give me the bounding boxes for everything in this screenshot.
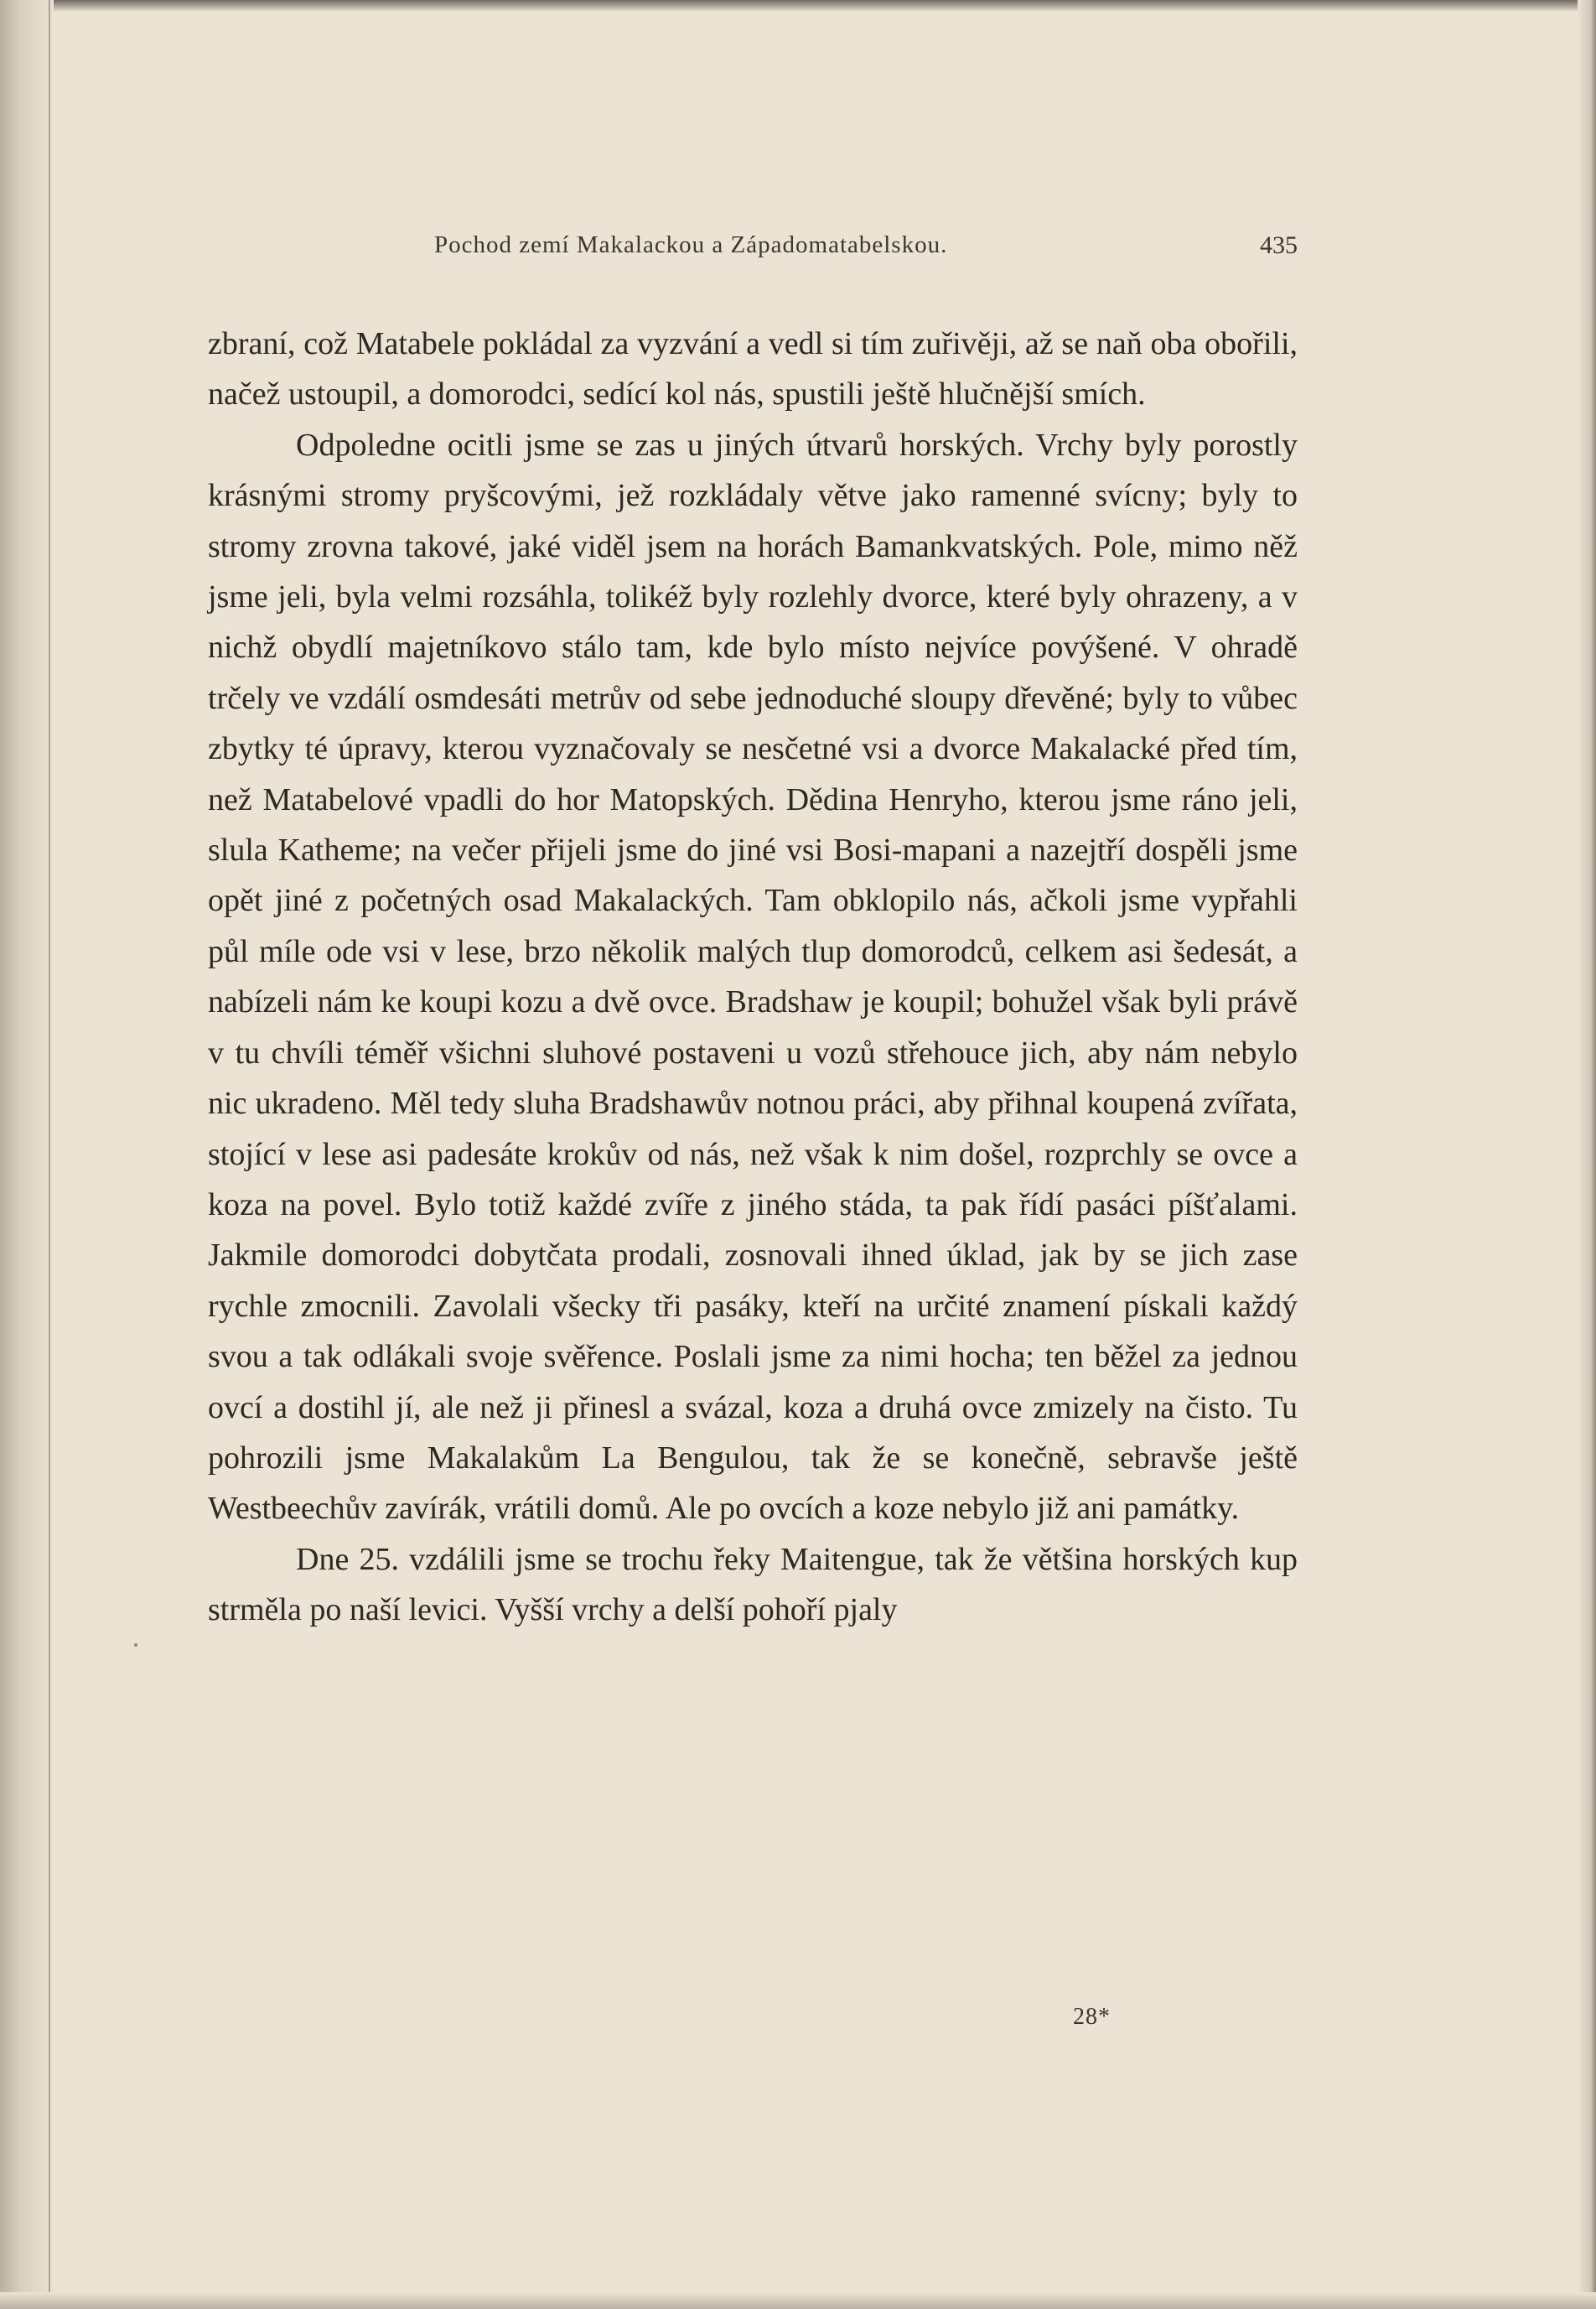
paragraph: Dne 25. vzdálili jsme se trochu řeky Maitengue, tak že většina horských kup strměla po naší levici. Vyšší vrchy a delší pohoří pjaly xyxy=(208,1541,1298,1628)
bottom-page-edge xyxy=(0,2292,1596,2309)
body-text xyxy=(208,319,1298,1636)
paragraph-continuation: zbraní, což Matabele pokládal za vyzvání a vedl si tím zuřivěji, až se naň oba obořili, načež ustoupil, a domorodci, sedící kol nás, spustili ještě hlučnější smích. xyxy=(208,326,1298,413)
running-title: Pochod zemí Makalackou a Západomatabelskou. xyxy=(434,231,948,258)
top-edge-shadow xyxy=(0,0,1596,12)
book-binding-edge xyxy=(0,0,54,2309)
binding-line xyxy=(49,0,50,2309)
signature-mark: 28* xyxy=(1073,2004,1111,2030)
right-page-edge xyxy=(1578,0,1596,2309)
running-header xyxy=(208,231,1298,273)
page-number: 435 xyxy=(1260,231,1298,259)
ink-speck xyxy=(134,1643,137,1647)
paragraph: Odpoledne ocitli jsme se zas u jiných útvarů horských. Vrchy byly porostly krásnými stromy pryšcovými, jež rozkládaly větve jako ramenné svícny; byly to stromy zrovna takové, jaké viděl jsem na horách Bamankvatských. Pole, mimo něž jsme jeli, byla velmi rozsáhla, tolikéž byly rozlehly dvorce, které byly ohrazeny, a v nichž obydlí majetníkovo stálo tam, kde bylo místo nejvíce povýšené. V ohradě trčely ve vzdálí osmdesáti metrův od sebe jednoduché sloupy dřevěné; byly to vůbec zbytky té úpravy, kterou vyznačovaly se nesčetné vsi a dvorce Makalacké před tím, než Matabelové vpadli do hor Matopských. Dědina Henryho, kterou jsme ráno jeli, slula Katheme; na večer přijeli jsme do jiné vsi Bosi-mapani a nazejtří dospěli jsme opět jiné z početných osad Makalackých. Tam obklopilo nás, ačkoli jsme vypřahli půl míle ode vsi v lese, brzo několik malých tlup domorodců, celkem asi šedesát, a nabízeli nám ke koupi kozu a dvě ovce. Bradshaw je koupil; bohužel však byli právě v tu chvíli téměř všichni sluhové postaveni u vozů střehouce jich, aby nám nebylo nic ukradeno. Měl tedy sluha Bradshawův notnou práci, aby přihnal koupená zvířata, stojící v lese asi padesáte krokův od nás, než však k nim došel, rozprchly se ovce a koza na povel. Bylo totiž každé zvíře z jiného stáda, ta pak řídí pasáci píšťalami. Jakmile domorodci dobytčata prodali, zosnovali ihned úklad, jak by se jich zase rychle zmocnili. Zavolali všecky tři pasáky, kteří na určité znamení pískali každý svou a tak odlákali svoje svěřence. Poslali jsme za nimi hocha; ten běžel za jednou ovcí a dostihl jí, ale než ji přinesl a svázal, koza a druhá ovce zmizely na čisto. Tu pohrozili jsme Makalakům La Bengulou, tak že se konečně, sebravše ještě Westbeechův zavírák, vrátili domů. Ale po ovcích a koze nebylo již ani památky. xyxy=(208,427,1298,1527)
